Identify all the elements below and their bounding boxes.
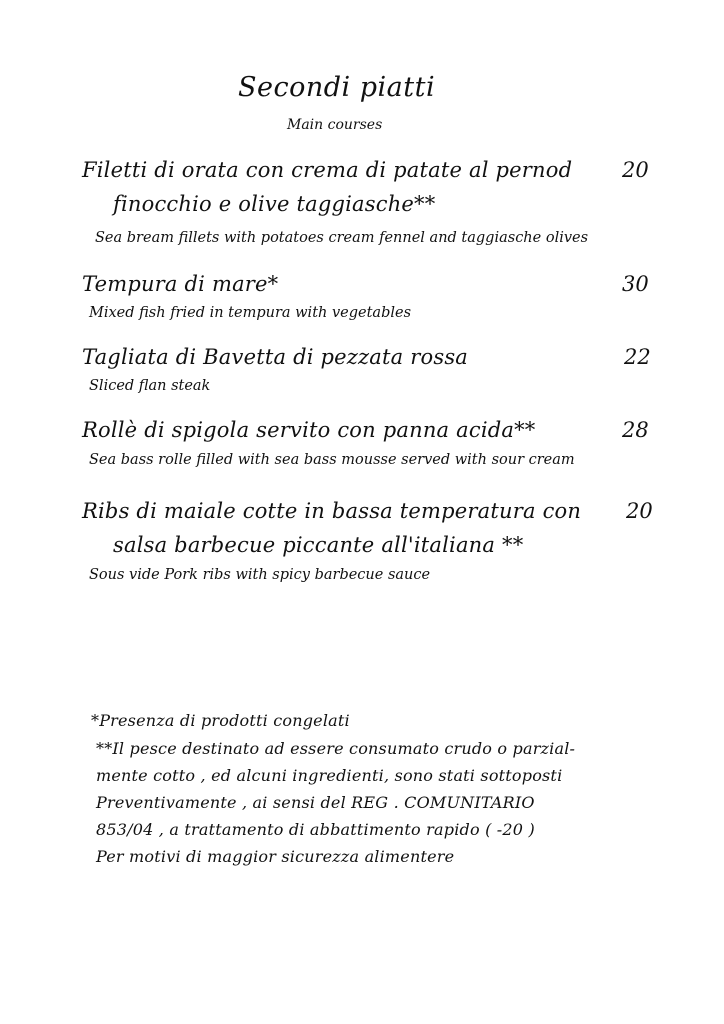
dish-name: Rollè di spigola servito con panna acida** (82, 418, 536, 442)
dish-name: Tempura di mare* (82, 272, 279, 296)
note-line: Preventivamente , ai sensi del REG . COMUNITARIO (96, 793, 535, 812)
dish-description: Mixed fish fried in tempura with vegetables (89, 305, 412, 321)
note-line: Per motivi di maggior sicurezza alimentere (96, 847, 455, 866)
note-line: 853/04 , a trattamento di abbattimento rapido ( -20 ) (96, 820, 535, 839)
dish-description: Sliced flan steak (89, 378, 211, 394)
dish-name-continued: salsa barbecue piccante all'italiana ** (113, 533, 524, 557)
dish-price: 28 (622, 418, 649, 442)
dish-description: Sea bream fillets with potatoes cream fennel and taggiasche olives (95, 230, 589, 246)
dish-name: Filetti di orata con crema di patate al pernod (82, 158, 573, 182)
dish-price: 20 (626, 499, 653, 523)
note-line: *Presenza di prodotti congelati (91, 711, 350, 730)
note-line: mente cotto , ed alcuni ingredienti, sono stati sottoposti (96, 766, 563, 785)
dish-price: 30 (622, 272, 649, 296)
dish-description: Sea bass rolle filled with sea bass mousse served with sour cream (89, 452, 575, 468)
dish-price: 20 (622, 158, 649, 182)
dish-name: Ribs di maiale cotte in bassa temperatura con (82, 499, 582, 523)
dish-description: Sous vide Pork ribs with spicy barbecue sauce (89, 567, 431, 583)
page-title: Secondi piatti (238, 72, 436, 103)
note-line: **Il pesce destinato ad essere consumato crudo o parzial- (96, 739, 576, 758)
dish-name: Tagliata di Bavetta di pezzata rossa (82, 345, 469, 369)
dish-name-continued: finocchio e olive taggiasche** (113, 192, 436, 216)
page-subtitle: Main courses (287, 117, 383, 133)
dish-price: 22 (624, 345, 651, 369)
